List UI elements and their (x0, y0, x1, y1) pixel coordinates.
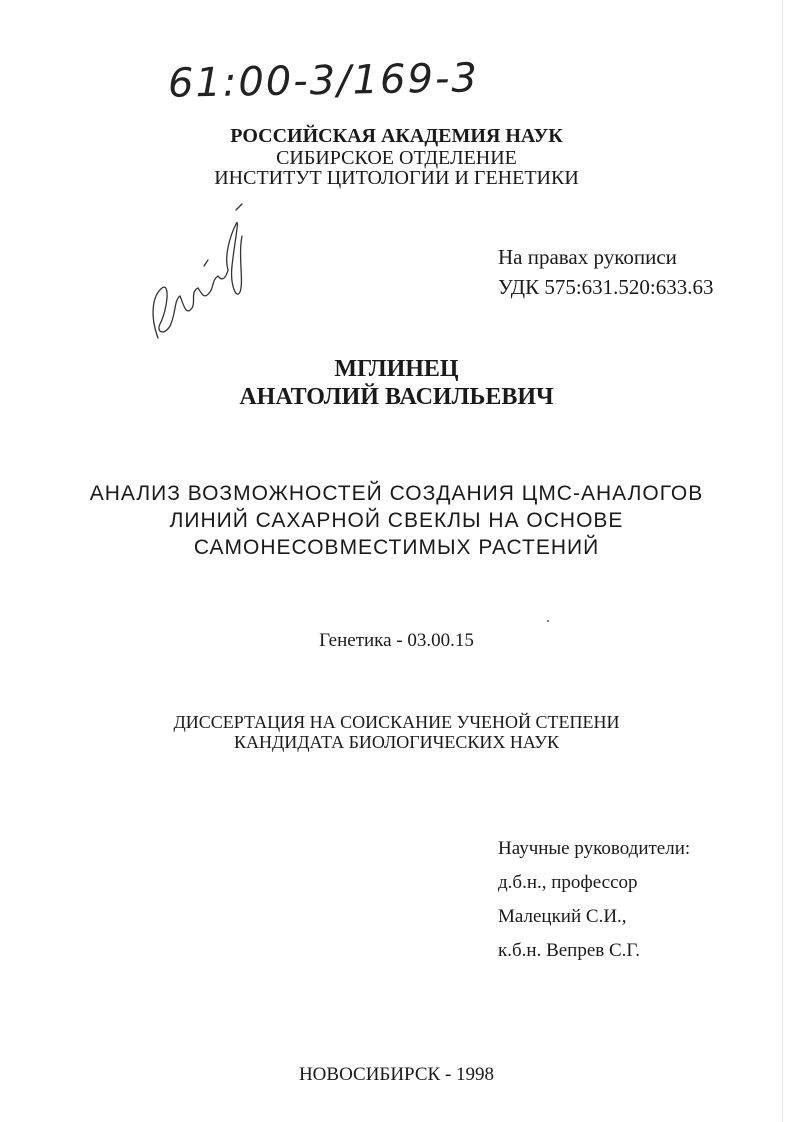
specialty-code: Генетика - 03.00.15 (319, 630, 474, 651)
title-line-3: САМОНЕСОВМЕСТИМЫХ РАСТЕНИЙ (193, 536, 600, 559)
degree-statement (0, 712, 793, 752)
handwritten-signature (140, 196, 250, 356)
supervisors-block (498, 832, 690, 968)
manuscript-rights: На правах рукописи (498, 245, 677, 269)
scan-speck (547, 620, 549, 622)
manuscript-block (498, 242, 714, 302)
title-line-1: АНАЛИЗ ВОЗМОЖНОСТЕЙ СОЗДАНИЯ ЦМС-АНАЛОГОВ (89, 482, 704, 505)
org-academy: РОССИЙСКАЯ АКАДЕМИЯ НАУК (230, 125, 563, 147)
author-surname: МГЛИНЕЦ (334, 356, 459, 382)
title-line-2: ЛИНИЙ САХАРНОЙ СВЕКЛЫ НА ОСНОВЕ (169, 509, 624, 532)
city-year: НОВОСИБИРСК - 1998 (298, 1064, 495, 1085)
degree-line-2: КАНДИДАТА БИОЛОГИЧЕСКИХ НАУК (234, 732, 559, 752)
degree-line-1: ДИССЕРТАЦИЯ НА СОИСКАНИЕ УЧЕНОЙ СТЕПЕНИ (173, 712, 620, 732)
author-given-names: АНАТОЛИЙ ВАСИЛЬЕВИЧ (239, 384, 554, 410)
supervisor-line-1: д.б.н., профессор (498, 872, 638, 893)
supervisor-line-2: Малецкий С.И., (498, 906, 627, 927)
dissertation-title (0, 480, 793, 561)
supervisor-line-3: к.б.н. Вепрев С.Г. (498, 940, 641, 961)
org-branch: СИБИРСКОЕ ОТДЕЛЕНИЕ (276, 147, 517, 169)
handwritten-archive-number: 61:00-3/169-3 (167, 55, 480, 107)
supervisors-heading: Научные руководители: (498, 838, 691, 859)
udk-code: УДК 575:631.520:633.63 (498, 275, 714, 299)
org-institute: ИНСТИТУТ ЦИТОЛОГИИ И ГЕНЕТИКИ (214, 167, 579, 189)
